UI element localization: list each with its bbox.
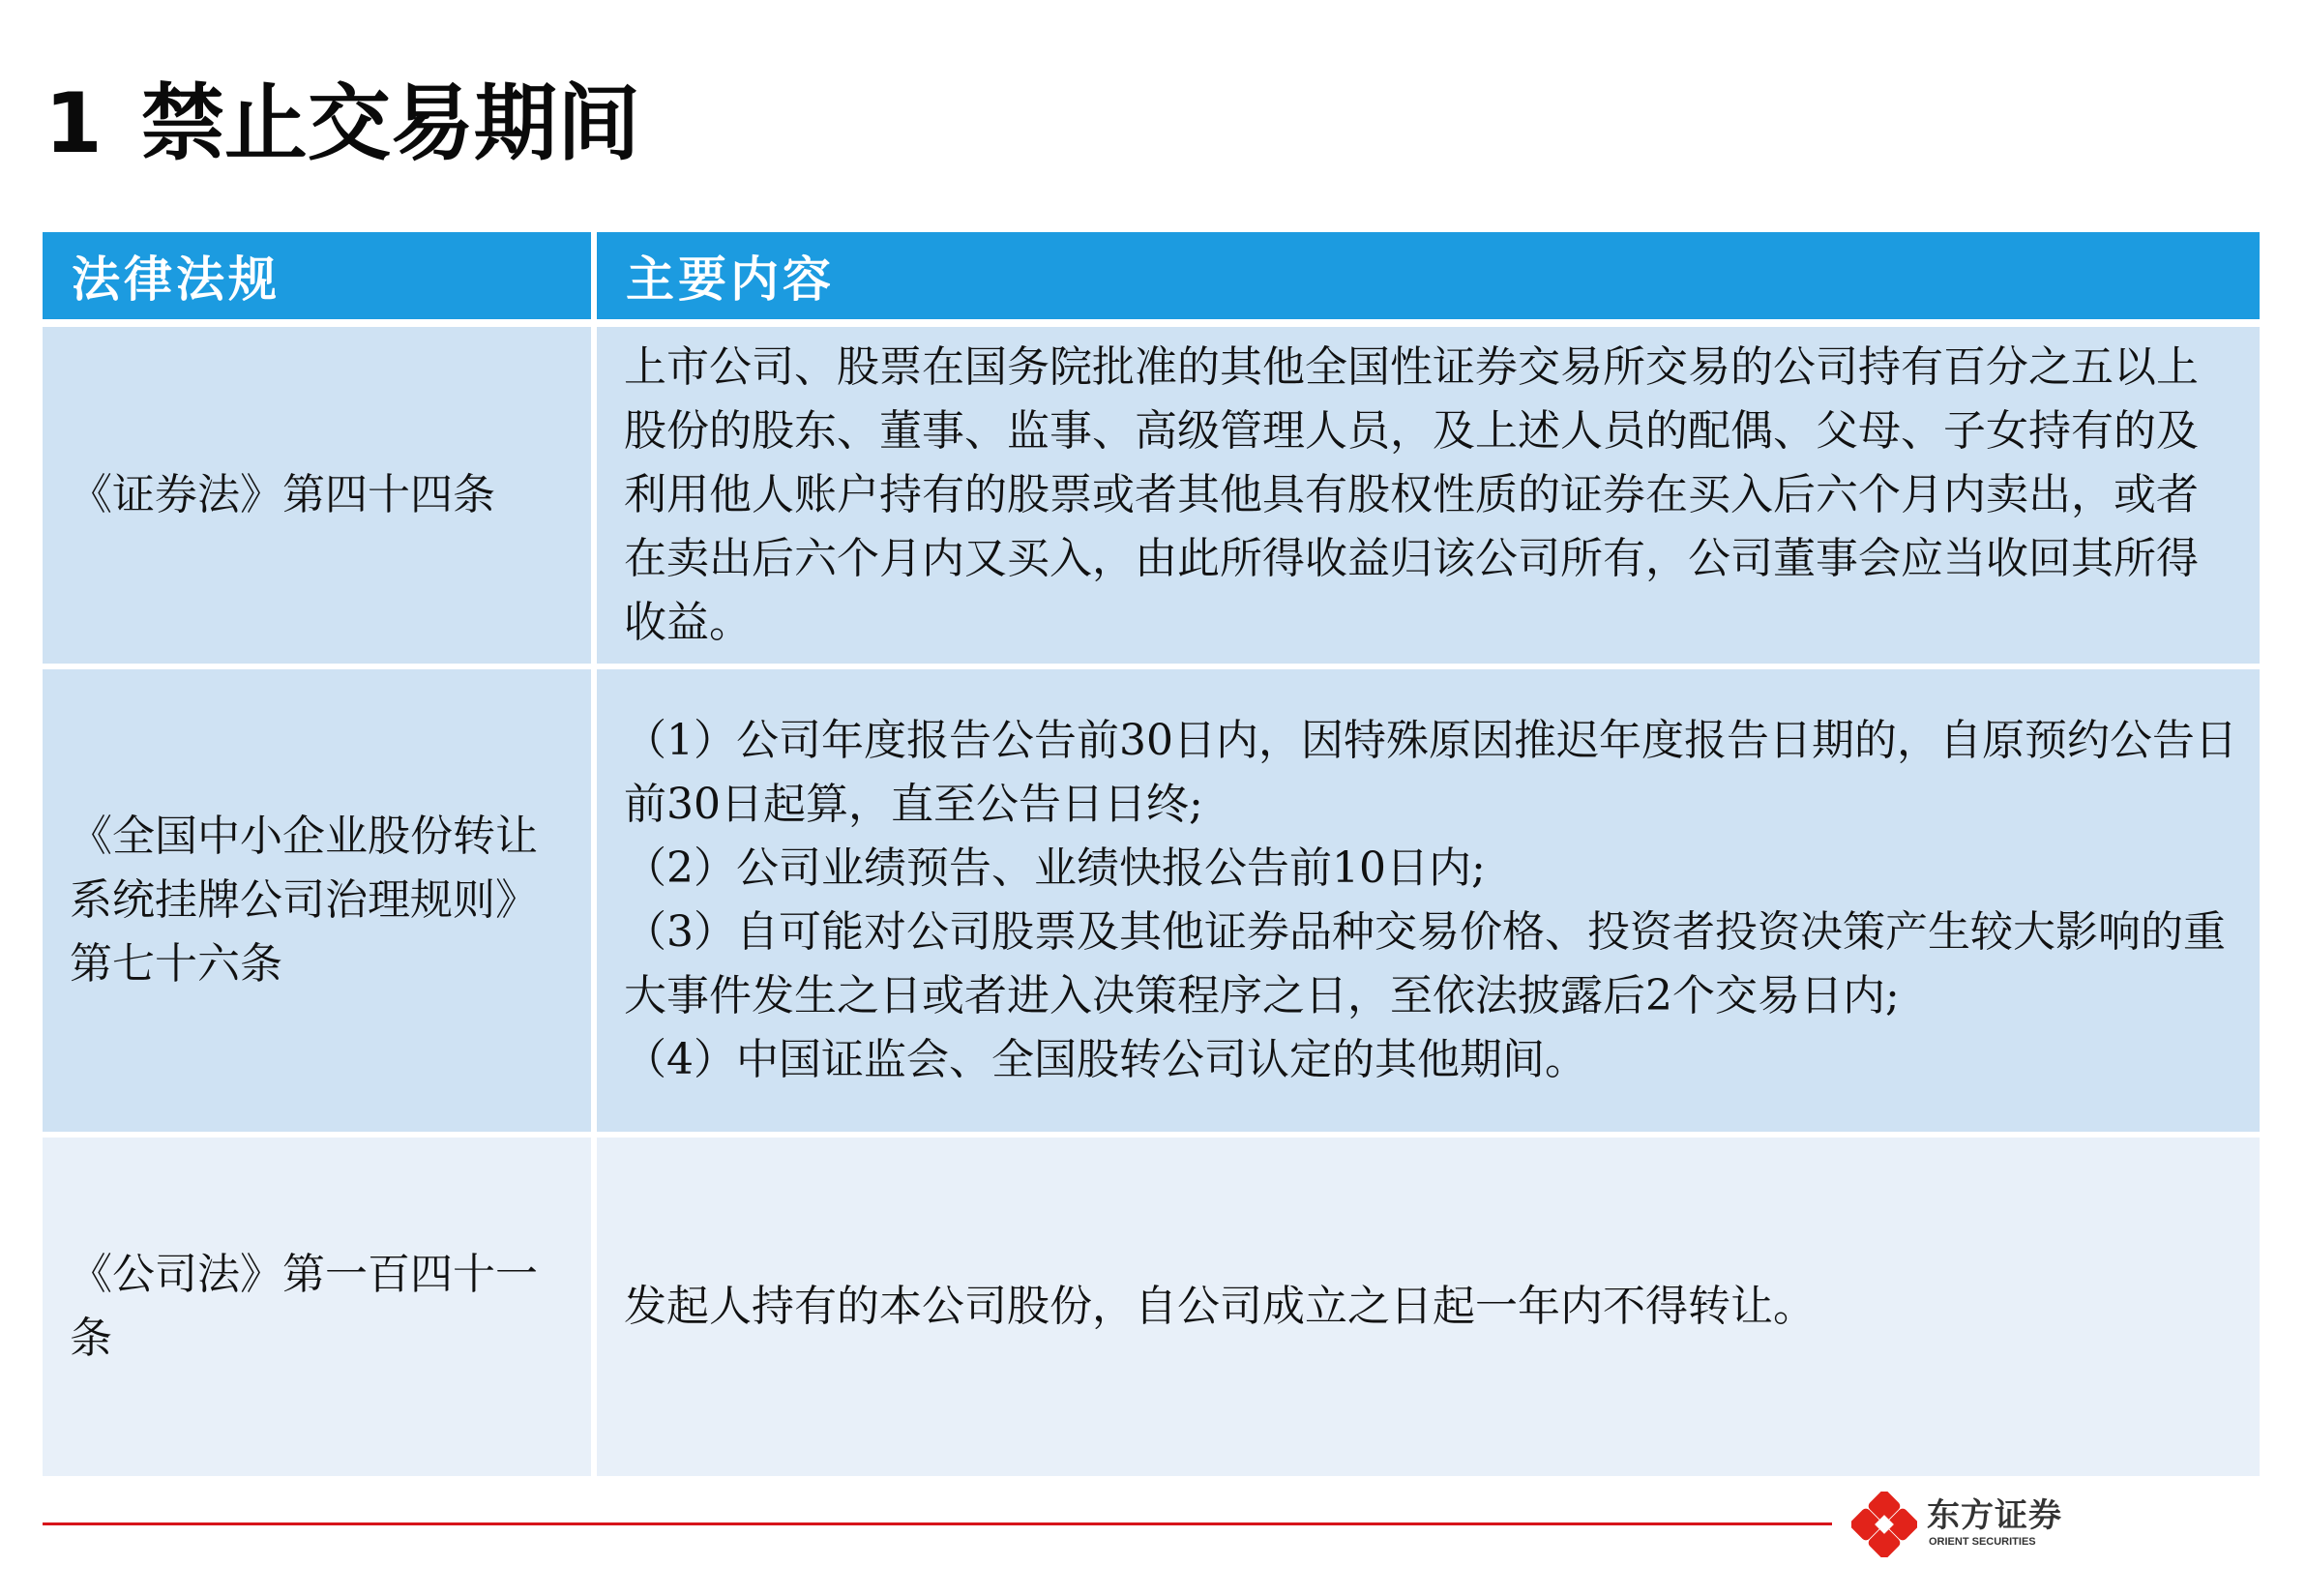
law-name-cell: 《证券法》第四十四条	[43, 327, 597, 669]
regulation-table	[43, 232, 2260, 1482]
content-item: （4）中国证监会、全国股转公司认定的其他期间。	[624, 1035, 1587, 1084]
header-content: 主要内容	[597, 232, 2260, 327]
company-logo	[1851, 1492, 2084, 1559]
content-item: （2）公司业绩预告、业绩快报公告前10日内;	[624, 843, 1486, 893]
content-cell	[597, 327, 2260, 669]
content-paragraph: 发起人持有的本公司股份，自公司成立之日起一年内不得转让。	[624, 1282, 1816, 1331]
table-row	[43, 669, 2260, 1138]
header-law: 法律法规	[43, 232, 597, 327]
content-item: （1）公司年度报告公告前30日内，因特殊原因推迟年度报告日期的，自原预约公告日前30日起算，直至公告日日终;	[624, 716, 2237, 829]
content-paragraph: 上市公司、股票在国务院批准的其他全国性证券交易所交易的公司持有百分之五以上股份的股东、董事、监事、高级管理人员，及上述人员的配偶、父母、子女持有的及利用他人账户持有的股票或者其他具有股权性质的证券在买入后六个月内卖出，或者在卖出后六个月内又买入，由此所得收益归该公司所有，公司董事会应当收回其所得收益。	[624, 342, 2199, 647]
logo-name-en: ORIENT SECURITIES	[1929, 1536, 2036, 1548]
title-number: 1	[44, 75, 103, 172]
page-title	[44, 70, 640, 178]
table-row	[43, 1138, 2260, 1482]
content-cell	[597, 1138, 2260, 1482]
law-name-cell: 《全国中小企业股份转让系统挂牌公司治理规则》第七十六条	[43, 669, 597, 1138]
table-row	[43, 327, 2260, 669]
content-cell	[597, 669, 2260, 1138]
orient-securities-logo-icon	[1851, 1492, 1917, 1557]
content-item: （3）自可能对公司股票及其他证券品种交易价格、投资者投资决策产生较大影响的重大事件发生之日或者进入决策程序之日，至依法披露后2个交易日内;	[624, 907, 2226, 1020]
table-header-row	[43, 232, 2260, 327]
law-name-cell: 《公司法》第一百四十一条	[43, 1138, 597, 1482]
title-text: 禁止交易期间	[140, 75, 640, 172]
logo-name-cn: 东方证券	[1927, 1496, 2062, 1535]
footer-divider	[43, 1522, 1832, 1525]
